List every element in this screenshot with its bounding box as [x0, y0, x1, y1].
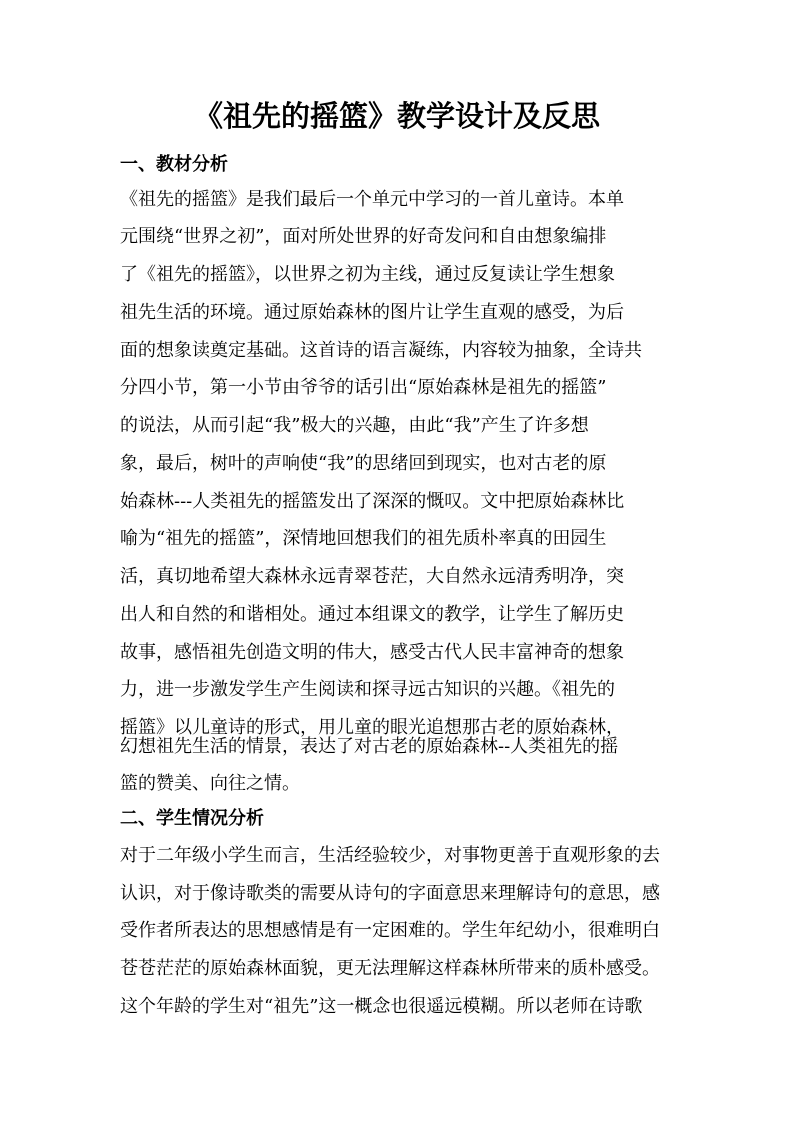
paragraph-line: 分四小节，第一小节由爷爷的话引出“原始森林是祖先的摇篮”: [120, 377, 607, 398]
paragraph-line: 故事，感悟祖先创造文明的伟大，感受古代人民丰富神奇的想象: [120, 642, 624, 663]
paragraph-line: 活，真切地希望大森林永远青翠苍茫，大自然永远清秀明净，突: [120, 566, 624, 587]
paragraph-line: 的说法，从而引起“我”极大的兴趣，由此“我”产生了许多想: [120, 415, 589, 436]
paragraph-line: 《祖先的摇篮》是我们最后一个单元中学习的一首儿童诗。本单: [120, 189, 624, 210]
paragraph-line: 受作者所表达的思想感情是有一定困难的。学生年纪幼小，很难明白: [120, 920, 660, 941]
paragraph-line: 面的想象读奠定基础。这首诗的语言凝练，内容较为抽象，全诗共: [120, 340, 642, 361]
section-heading-textbook-analysis: 一、教材分析: [120, 154, 228, 175]
section-heading-student-analysis: 二、学生情况分析: [120, 808, 264, 829]
paragraph-line: 对于二年级小学生而言，生活经验较少，对事物更善于直观形象的去: [120, 845, 660, 866]
paragraph-line: 苍苍茫茫的原始森林面貌，更无法理解这样森林所带来的质朴感受。: [120, 958, 660, 979]
paragraph-line: 喻为“祖先的摇篮”，深情地回想我们的祖先质朴率真的田园生: [120, 528, 607, 549]
paragraph-line: 元围绕“世界之初”，面对所处世界的好奇发问和自由想象编排: [120, 226, 607, 247]
paragraph-line: 祖先生活的环境。通过原始森林的图片让学生直观的感受，为后: [120, 302, 624, 323]
paragraph-line: 始森林---人类祖先的摇篮发出了深深的慨叹。文中把原始森林比: [120, 491, 625, 512]
paragraph-line: 出人和自然的和谐相处。通过本组课文的教学，让学生了解历史: [120, 604, 624, 625]
document-title: 《祖先的摇篮》教学设计及反思: [193, 99, 600, 133]
paragraph-line: 摇篮》以儿童诗的形式，用儿童的眼光追想那古老的原始森林，: [120, 717, 624, 738]
paragraph-line: 幻想祖先生活的情景，表达了对古老的原始森林--人类祖先的摇: [120, 736, 619, 757]
paragraph-line: 力，进一步激发学生产生阅读和探寻远古知识的兴趣。《祖先的: [120, 679, 615, 700]
paragraph-line: 认识，对于像诗歌类的需要从诗句的字面意思来理解诗句的意思，感: [120, 883, 660, 904]
paragraph-line: 篮的赞美、向往之情。: [120, 773, 300, 794]
paragraph-line: 象，最后，树叶的声响使“我”的思绪回到现实，也对古老的原: [120, 453, 607, 474]
paragraph-line: 了《祖先的摇篮》，以世界之初为主线，通过反复读让学生想象: [120, 264, 615, 285]
paragraph-line: 这个年龄的学生对“祖先”这一概念也很遥远模糊。所以老师在诗歌: [120, 996, 643, 1017]
